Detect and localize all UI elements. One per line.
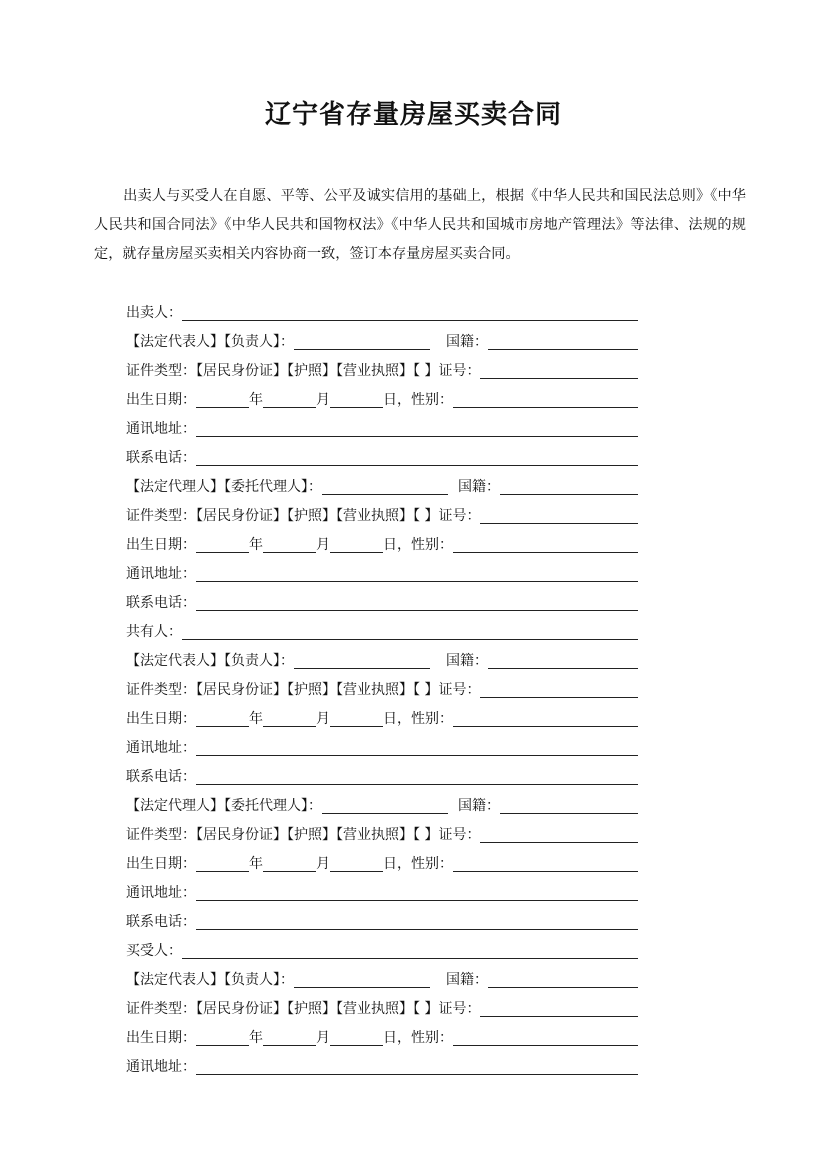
nationality-input-line[interactable] — [488, 986, 638, 988]
day-gender-label: 日，性别： — [383, 856, 453, 872]
field-label: 买受人： — [126, 943, 182, 959]
month-input-line[interactable] — [263, 870, 316, 872]
year-input-line[interactable] — [196, 1044, 249, 1046]
year-input-line[interactable] — [196, 725, 249, 727]
gender-input-line[interactable] — [453, 551, 638, 553]
id-number-input-line[interactable] — [480, 696, 638, 698]
address-input-line[interactable] — [196, 754, 638, 756]
field-label: 联系电话： — [126, 914, 196, 930]
phone-row — [126, 907, 638, 936]
field-label: 联系电话： — [126, 450, 196, 466]
month-input-line[interactable] — [263, 406, 316, 408]
month-label: 月 — [316, 856, 330, 872]
phone-input-line[interactable] — [196, 609, 638, 611]
day-input-line[interactable] — [330, 725, 383, 727]
field-label: 【法定代表人】【负责人】： — [126, 972, 294, 988]
phone-input-line[interactable] — [196, 928, 638, 930]
intro-paragraph — [94, 182, 746, 269]
co-owner-input-line[interactable] — [182, 638, 638, 640]
buyer-row — [126, 936, 638, 965]
year-input-line[interactable] — [196, 551, 249, 553]
field-label: 【法定代理人】【委托代理人】： — [126, 479, 322, 495]
id-number-input-line[interactable] — [480, 841, 638, 843]
field-label: 证件类型：【居民身份证】【护照】【营业执照】【 】证号： — [126, 682, 481, 698]
id-type-row — [126, 820, 638, 849]
month-input-line[interactable] — [263, 1044, 316, 1046]
legal-rep-input-line[interactable] — [294, 348, 430, 350]
month-label: 月 — [316, 537, 330, 553]
seller-input-line[interactable] — [182, 319, 638, 321]
address-input-line[interactable] — [196, 899, 638, 901]
field-label: 出生日期： — [126, 537, 196, 553]
nationality-input-line[interactable] — [488, 348, 638, 350]
field-label: 【法定代表人】【负责人】： — [126, 653, 294, 669]
party-fields — [126, 298, 638, 1081]
phone-row — [126, 588, 638, 617]
birth-row — [126, 385, 638, 414]
id-type-row — [126, 356, 638, 385]
id-number-input-line[interactable] — [480, 522, 638, 524]
legal-rep-row — [126, 646, 638, 675]
id-type-row — [126, 675, 638, 704]
day-gender-label: 日，性别： — [383, 711, 453, 727]
month-input-line[interactable] — [263, 725, 316, 727]
day-input-line[interactable] — [330, 551, 383, 553]
address-input-line[interactable] — [196, 1073, 638, 1075]
day-gender-label: 日，性别： — [383, 537, 453, 553]
gender-input-line[interactable] — [453, 1044, 638, 1046]
day-gender-label: 日，性别： — [383, 1030, 453, 1046]
month-label: 月 — [316, 711, 330, 727]
field-label: 证件类型：【居民身份证】【护照】【营业执照】【 】证号： — [126, 363, 481, 379]
address-input-line[interactable] — [196, 435, 638, 437]
address-row — [126, 878, 638, 907]
field-label: 通讯地址： — [126, 1059, 196, 1075]
id-type-row — [126, 994, 638, 1023]
phone-row — [126, 762, 638, 791]
id-type-row — [126, 501, 638, 530]
field-label: 联系电话： — [126, 769, 196, 785]
year-label: 年 — [249, 1030, 263, 1046]
field-label: 国籍： — [446, 653, 488, 669]
seller-row — [126, 298, 638, 327]
field-label: 证件类型：【居民身份证】【护照】【营业执照】【 】证号： — [126, 827, 481, 843]
field-label: 出卖人： — [126, 305, 182, 321]
nationality-input-line[interactable] — [488, 667, 638, 669]
year-label: 年 — [249, 537, 263, 553]
address-input-line[interactable] — [196, 580, 638, 582]
day-input-line[interactable] — [330, 870, 383, 872]
id-number-input-line[interactable] — [480, 1015, 638, 1017]
agent-input-line[interactable] — [322, 812, 448, 814]
birth-row — [126, 530, 638, 559]
agent-row — [126, 472, 638, 501]
birth-row — [126, 704, 638, 733]
month-input-line[interactable] — [263, 551, 316, 553]
field-label: 国籍： — [446, 972, 488, 988]
gender-input-line[interactable] — [453, 870, 638, 872]
agent-input-line[interactable] — [322, 493, 448, 495]
field-label: 出生日期： — [126, 1030, 196, 1046]
day-input-line[interactable] — [330, 1044, 383, 1046]
id-number-input-line[interactable] — [480, 377, 638, 379]
legal-rep-input-line[interactable] — [294, 986, 430, 988]
field-label: 证件类型：【居民身份证】【护照】【营业执照】【 】证号： — [126, 508, 481, 524]
legal-rep-row — [126, 327, 638, 356]
field-label: 通讯地址： — [126, 885, 196, 901]
phone-input-line[interactable] — [196, 464, 638, 466]
birth-row — [126, 849, 638, 878]
field-label: 【法定代理人】【委托代理人】： — [126, 798, 322, 814]
intro-text: 出卖人与买受人在自愿、平等、公平及诚实信用的基础上，根据《中华人民共和国民法总则》《中华人民共和国合同法》《中华人民共和国物权法》《中华人民共和国城市房地产管理法》等法律、法规的规定，就存量房屋买卖相关内容协商一致，签订本存量房屋买卖合同。 — [94, 188, 746, 262]
address-row — [126, 414, 638, 443]
year-label: 年 — [249, 711, 263, 727]
birth-row — [126, 1023, 638, 1052]
field-label: 共有人： — [126, 624, 182, 640]
year-label: 年 — [249, 856, 263, 872]
month-label: 月 — [316, 392, 330, 408]
nationality-input-line[interactable] — [500, 493, 638, 495]
buyer-input-line[interactable] — [182, 957, 638, 959]
field-label: 通讯地址： — [126, 421, 196, 437]
legal-rep-input-line[interactable] — [294, 667, 430, 669]
address-row — [126, 1052, 638, 1081]
phone-input-line[interactable] — [196, 783, 638, 785]
field-label: 通讯地址： — [126, 566, 196, 582]
field-label: 国籍： — [446, 334, 488, 350]
year-input-line[interactable] — [196, 870, 249, 872]
field-label: 出生日期： — [126, 392, 196, 408]
field-label: 联系电话： — [126, 595, 196, 611]
gender-input-line[interactable] — [453, 725, 638, 727]
day-input-line[interactable] — [330, 406, 383, 408]
field-label: 国籍： — [458, 479, 500, 495]
month-label: 月 — [316, 1030, 330, 1046]
field-label: 出生日期： — [126, 711, 196, 727]
field-label: 国籍： — [458, 798, 500, 814]
nationality-input-line[interactable] — [500, 812, 638, 814]
field-label: 出生日期： — [126, 856, 196, 872]
co-owner-row — [126, 617, 638, 646]
day-gender-label: 日，性别： — [383, 392, 453, 408]
field-label: 【法定代表人】【负责人】： — [126, 334, 294, 350]
page-title: 辽宁省存量房屋买卖合同 — [264, 100, 562, 130]
field-label: 通讯地址： — [126, 740, 196, 756]
year-input-line[interactable] — [196, 406, 249, 408]
phone-row — [126, 443, 638, 472]
year-label: 年 — [249, 392, 263, 408]
address-row — [126, 559, 638, 588]
gender-input-line[interactable] — [453, 406, 638, 408]
legal-rep-row — [126, 965, 638, 994]
field-label: 证件类型：【居民身份证】【护照】【营业执照】【 】证号： — [126, 1001, 481, 1017]
address-row — [126, 733, 638, 762]
agent-row — [126, 791, 638, 820]
